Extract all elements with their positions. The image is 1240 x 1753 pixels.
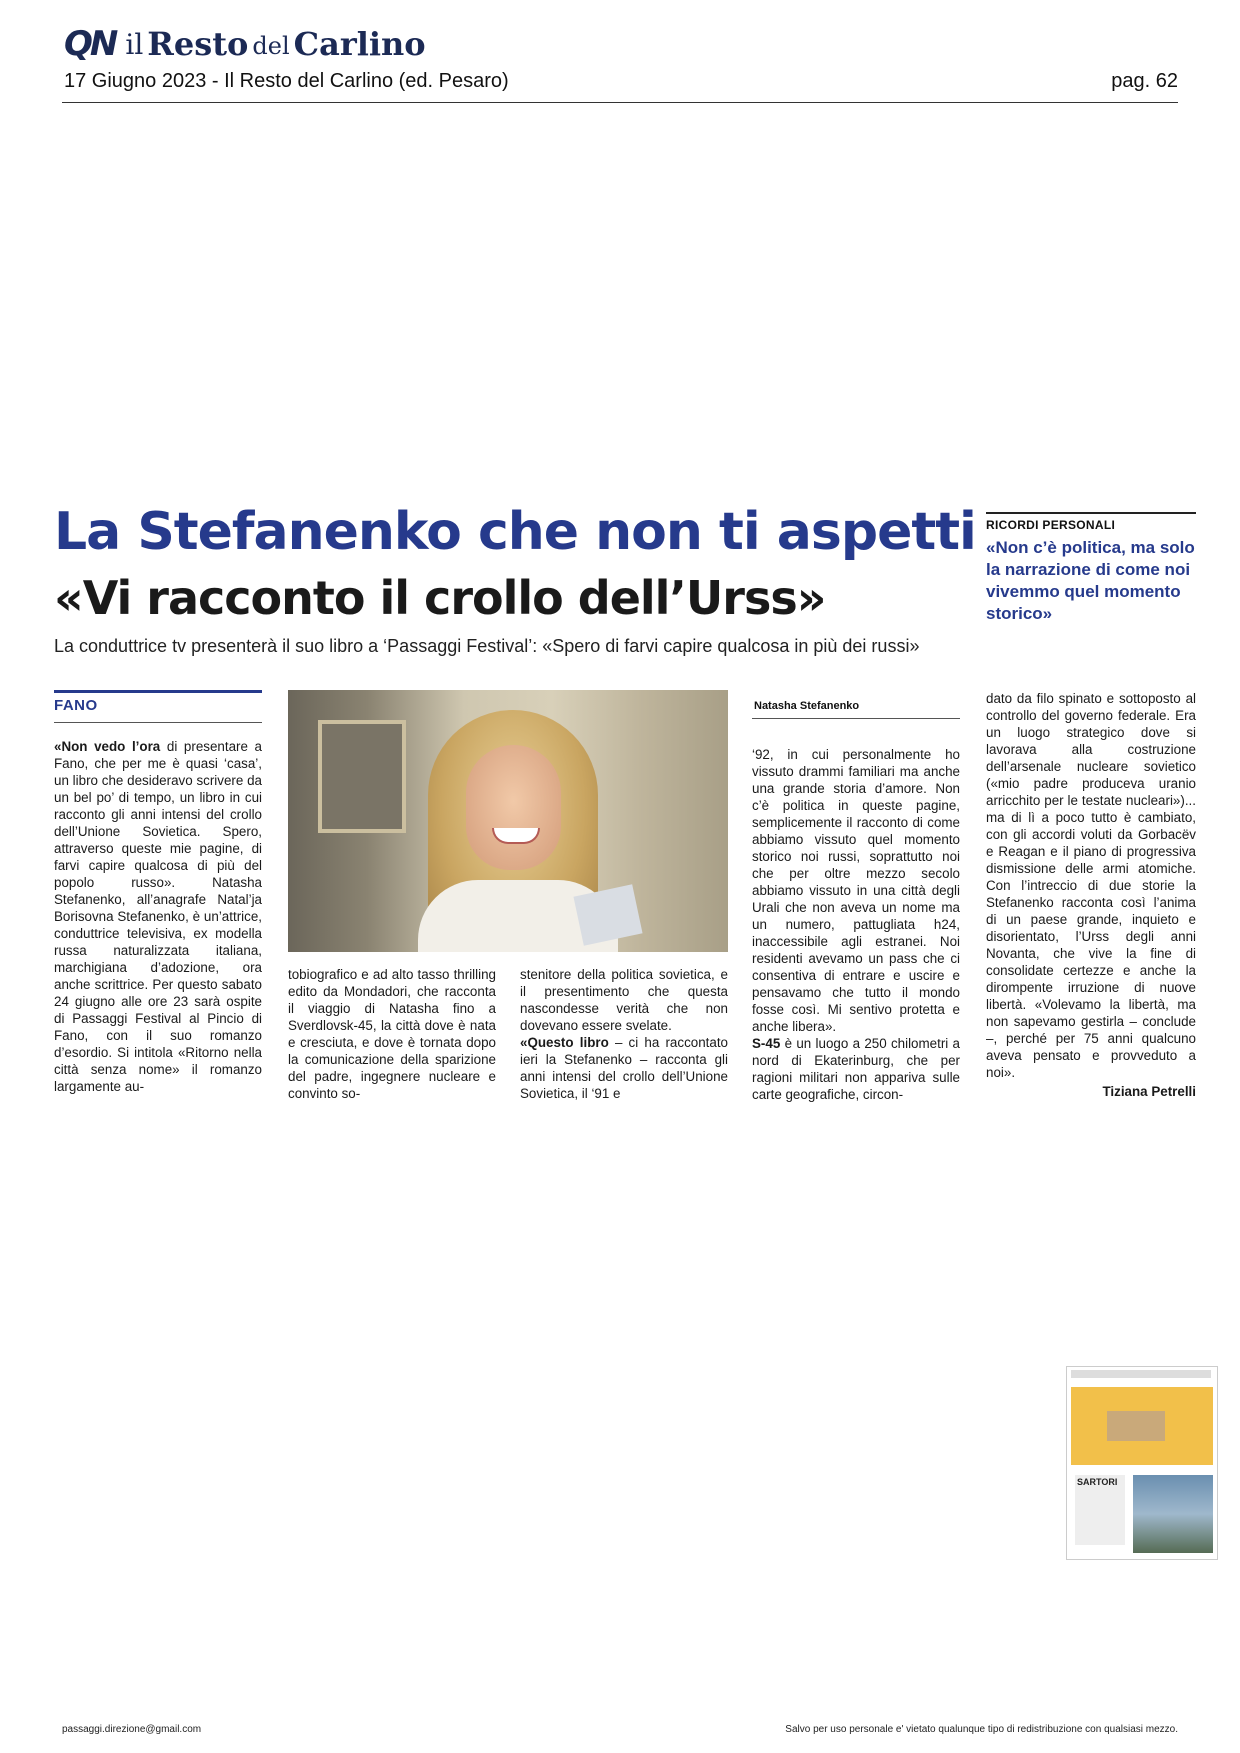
location-label: FANO (54, 697, 98, 714)
article-column-3 (520, 966, 728, 1102)
logo-del: del (252, 32, 290, 60)
photo-book (573, 884, 642, 945)
article-column-2 (288, 966, 496, 1102)
lead-in: «Non vedo l’ora (54, 739, 161, 754)
masthead-logo (64, 22, 426, 62)
location-rule (54, 690, 262, 693)
lead-in-3: S-45 (752, 1036, 781, 1051)
page-thumbnail (1066, 1366, 1218, 1560)
byline: Tiziana Petrelli (1102, 1084, 1196, 1099)
sidebar-quote: «Non c’è politica, ma solo la narrazione di come noi vivemmo quel momento storico» (986, 538, 1195, 623)
article-column-4 (752, 746, 960, 1103)
column-2-text: tobiografico e ad alto tasso thrilling edito da Mondadori, che racconta il viaggio di Natasha fino a Sverdlovsk-45, la città dove è nata e cresciuta, e dove è tornata dopo la comunicazione della sparizione del padre, ingegnere nucleare e convinto so- (288, 967, 496, 1101)
column-1-text: di presentare a Fano, che per me è quasi ‘casa’, un libro che desideravo scrivere da un bel po’ di tempo, un libro in cui racconto gli anni intensi del crollo dell’Unione Sovietica. Spero, attraverso queste mie pagine, di farvi capire qualcosa di più del popolo russo». Natasha Stefanenko, all’anagrafe Natal’ja Borisovna Stefanenko, è un’attrice, conduttrice televisiva, ex modella russa naturalizzata italiana, marchigiana d’adozione, ora anche scrittrice. Per questo sabato 24 giugno alle ore 23 sarà ospite di Passaggi Festival al Pincio di Fano, con il suo romanzo d’esordio. Si intitola «Ritorno nella città senza nome» il romanzo largamente au- (54, 739, 262, 1094)
column-3-text-b: – ci ha raccontato ieri la Stefanenko – racconta gli anni intensi del crollo dell’Unione Sovietica, il ‘91 e (520, 1035, 728, 1101)
column-5-text: dato da filo spinato e sottoposto al controllo del governo federale. Era un luogo strategico dove si lavorava alla costruzione dell’arsenale nucleare sovietico («mio padre produceva uranio arricchito per le testate nucleari»)... ma di lì a poco tutto è cambiato, con gli accordi voluti da Gorbacëv e Reagan e il piano di progressiva dismissione delle armi atomiche. Con l’intreccio di due storie la Stefanenko racconta così l’anima di un paese grande, inquieto e disorientato, l’Urss degli anni Novanta, che vive la fine di consolidate certezze e anche la dirompente irruzione di nuove libertà. «Volevamo la libertà, ma non sapevamo gestirla – conclude –, perché per 75 anni qualcuno aveva pensato e provveduto a noi». (986, 691, 1196, 1080)
headline-line-2: «Vi racconto il crollo dell’Urss» (54, 571, 826, 625)
footer-email: passaggi.direzione@gmail.com (62, 1724, 202, 1735)
thumbnail-ad-image (1133, 1475, 1213, 1553)
logo-qn: QN (64, 24, 116, 64)
sidebar-divider (986, 512, 1196, 514)
caption-underline (752, 718, 960, 719)
photo-face (466, 745, 561, 870)
footer-notice: Salvo per uso personale e' vietato qualunque tipo di redistribuzione con qualsiasi mezzo. (785, 1724, 1178, 1735)
column-4-text-a: ‘92, in cui personalmente ho vissuto drammi familiari ma anche una grande storia d’amore. Non c’è politica in queste pagine, semplicemente il racconto di come abbiamo vissuto quel momento storico noi russi, soprattutto noi che per oltre mezzo secolo abbiamo vissuto in una città degli Urali che non aveva un nome ma un numero, pattugliata h24, inaccessibile agli estranei. Noi residenti avevamo un pass che ci consentiva di entrare e uscire e pensavamo che tutto il mondo fosse così. Mi sentivo protetta e anche libera». (752, 747, 960, 1034)
column-4-text-b: è un luogo a 250 chilometri a nord di Ekaterinburg, che per ragioni militari non appariva sulle carte geografiche, circon- (752, 1036, 960, 1102)
thumbnail-header (1071, 1370, 1211, 1378)
logo-il: il (125, 28, 144, 61)
sidebar-kicker: RICORDI PERSONALI (986, 518, 1116, 532)
article-photo (288, 690, 728, 952)
article-column-5 (986, 690, 1196, 1100)
headline-line-1: La Stefanenko che non ti aspetti (54, 502, 976, 562)
thumbnail-ad-brand: SARTORI (1077, 1477, 1118, 1487)
lead-in-2: «Questo libro (520, 1035, 609, 1050)
page-number: pag. 62 (1111, 70, 1178, 92)
photo-caption: Natasha Stefanenko (754, 700, 860, 712)
location-underline (54, 722, 262, 723)
masthead-divider (62, 102, 1178, 103)
column-3-text-a: stenitore della politica sovietica, e il presentimento che questa nascondesse verità che non dovevano essere svelate. (520, 967, 728, 1033)
dateline: 17 Giugno 2023 - Il Resto del Carlino (ed. Pesaro) (64, 70, 509, 92)
logo-carlino: Carlino (293, 25, 426, 63)
subheadline: La conduttrice tv presenterà il suo libro a ‘Passaggi Festival’: «Spero di farvi capire qualcosa in più dei russi» (54, 636, 920, 656)
logo-resto: Resto (147, 25, 249, 63)
article-column-1 (54, 738, 262, 1095)
thumbnail-photo (1107, 1411, 1165, 1441)
photo-background-frame (318, 720, 406, 833)
